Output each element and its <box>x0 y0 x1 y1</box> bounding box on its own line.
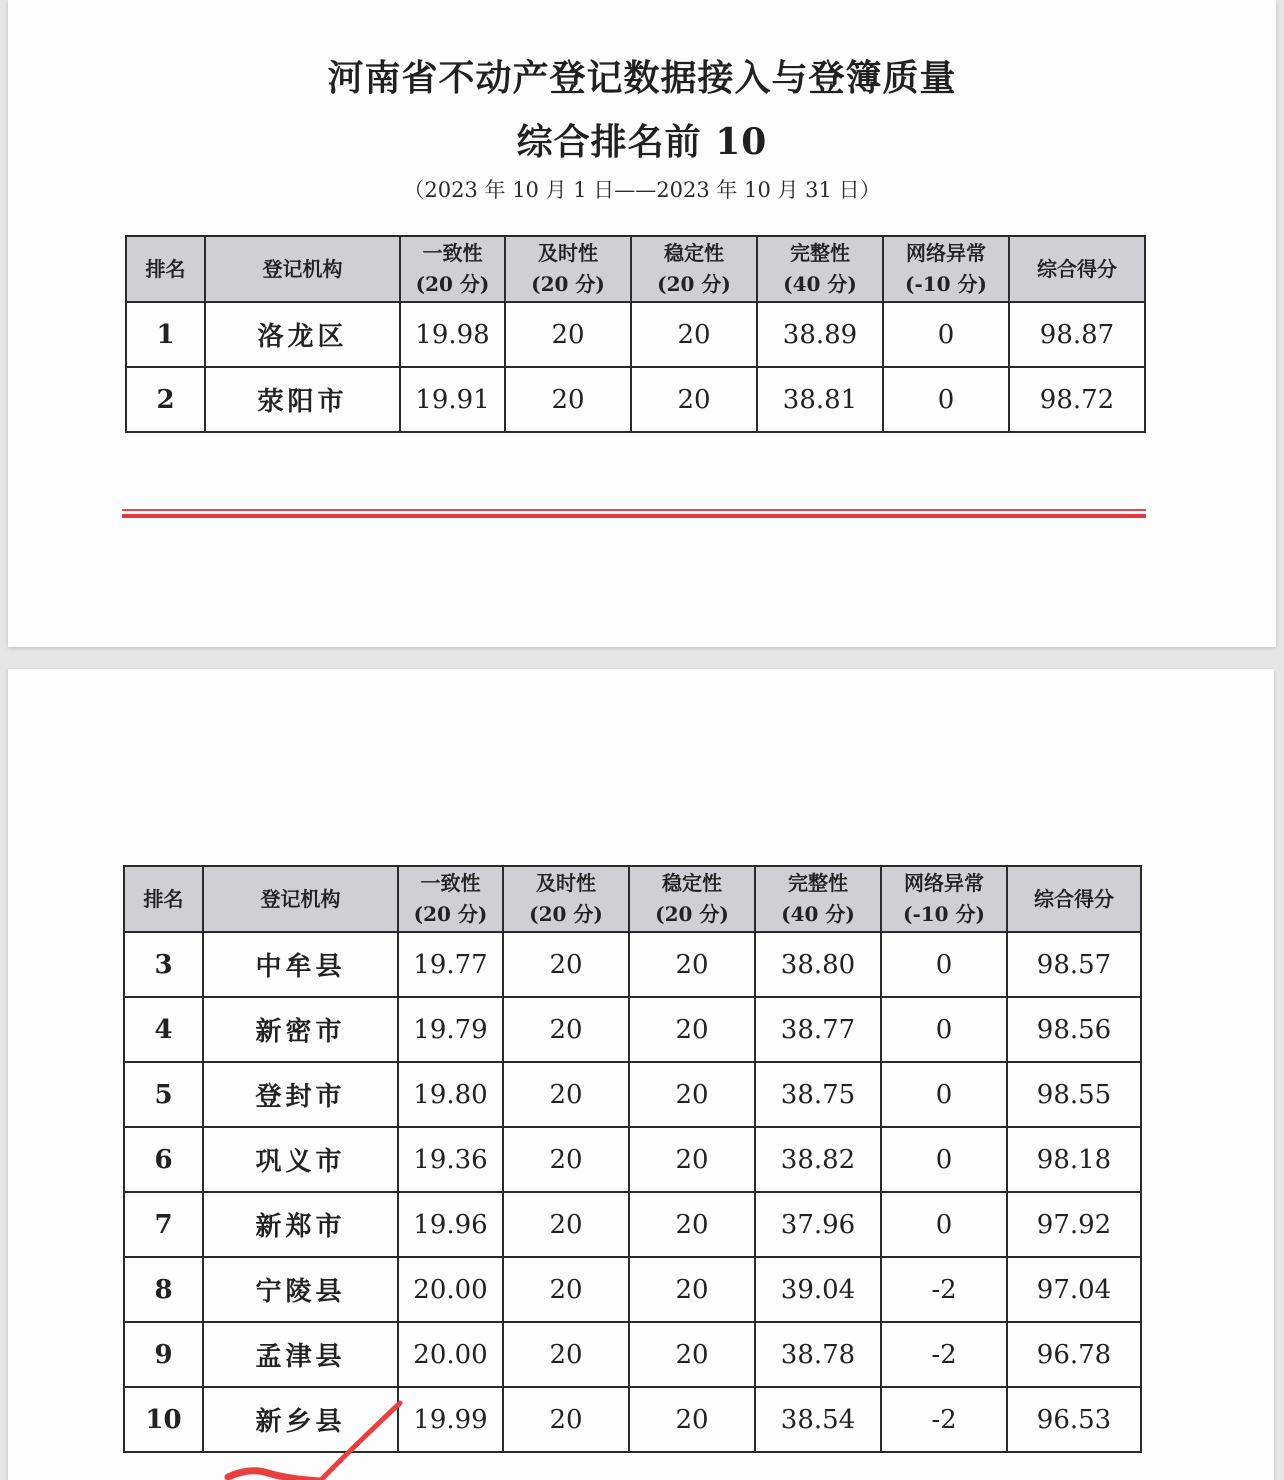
cell-org: 新乡县 <box>203 1387 398 1452</box>
document-subtitle: 综合排名前 10 <box>516 121 768 163</box>
cell-timeliness: 20 <box>503 1127 629 1192</box>
red-rule-divider <box>122 509 1146 519</box>
cell-stability: 20 <box>629 1192 755 1257</box>
cell-network: 0 <box>881 1192 1007 1257</box>
cell-stability: 20 <box>629 932 755 997</box>
cell-integrity: 37.96 <box>755 1192 881 1257</box>
header-consistency: 一致性 (20 分) <box>398 866 503 932</box>
cell-stability: 20 <box>629 1127 755 1192</box>
cell-total: 98.57 <box>1007 932 1141 997</box>
header-integrity: 完整性 (40 分) <box>757 236 883 302</box>
cell-org: 登封市 <box>203 1062 398 1127</box>
header-total: 综合得分 <box>1009 236 1145 302</box>
cell-stability: 20 <box>629 1257 755 1322</box>
header-timeliness: 及时性 (20 分) <box>505 236 631 302</box>
header-row <box>126 236 1145 302</box>
cell-org: 中牟县 <box>203 932 398 997</box>
header-stability: 稳定性 (20 分) <box>631 236 757 302</box>
cell-timeliness: 20 <box>503 1257 629 1322</box>
table-row <box>124 1192 1141 1257</box>
header-rank: 排名 <box>126 236 205 302</box>
cell-org: 新郑市 <box>203 1192 398 1257</box>
cell-rank: 3 <box>124 932 203 997</box>
cell-org: 洛龙区 <box>205 302 400 367</box>
cell-network: -2 <box>881 1387 1007 1452</box>
cell-integrity: 38.78 <box>755 1322 881 1387</box>
table-row <box>126 302 1145 367</box>
header-stability: 稳定性 (20 分) <box>629 866 755 932</box>
cell-org: 巩义市 <box>203 1127 398 1192</box>
cell-consistency: 19.98 <box>400 302 505 367</box>
cell-integrity: 39.04 <box>755 1257 881 1322</box>
cell-consistency: 19.77 <box>398 932 503 997</box>
table-row <box>124 1127 1141 1192</box>
table-row <box>124 1322 1141 1387</box>
cell-org: 新密市 <box>203 997 398 1062</box>
cell-timeliness: 20 <box>503 1387 629 1452</box>
cell-total: 98.18 <box>1007 1127 1141 1192</box>
cell-stability: 20 <box>629 1322 755 1387</box>
cell-total: 98.87 <box>1009 302 1145 367</box>
header-network: 网络异常 (-10 分) <box>881 866 1007 932</box>
table-row <box>124 1062 1141 1127</box>
header-rank: 排名 <box>124 866 203 932</box>
cell-network: 0 <box>881 932 1007 997</box>
cell-total: 98.72 <box>1009 367 1145 432</box>
cell-network: 0 <box>881 1062 1007 1127</box>
ranking-table-continued <box>123 865 1142 1453</box>
cell-consistency: 19.79 <box>398 997 503 1062</box>
cell-network: 0 <box>881 1127 1007 1192</box>
cell-integrity: 38.82 <box>755 1127 881 1192</box>
cell-stability: 20 <box>631 367 757 432</box>
cell-rank: 6 <box>124 1127 203 1192</box>
cell-timeliness: 20 <box>505 302 631 367</box>
cell-integrity: 38.80 <box>755 932 881 997</box>
cell-total: 97.04 <box>1007 1257 1141 1322</box>
cell-consistency: 19.96 <box>398 1192 503 1257</box>
cell-consistency: 19.36 <box>398 1127 503 1192</box>
cell-network: -2 <box>881 1257 1007 1322</box>
cell-timeliness: 20 <box>503 1192 629 1257</box>
header-org: 登记机构 <box>205 236 400 302</box>
header-timeliness: 及时性 (20 分) <box>503 866 629 932</box>
cell-stability: 20 <box>631 302 757 367</box>
cell-integrity: 38.81 <box>757 367 883 432</box>
cell-consistency: 19.91 <box>400 367 505 432</box>
cell-rank: 4 <box>124 997 203 1062</box>
header-row <box>124 866 1141 932</box>
cell-timeliness: 20 <box>503 1322 629 1387</box>
cell-network: 0 <box>881 997 1007 1062</box>
header-total: 综合得分 <box>1007 866 1141 932</box>
cell-integrity: 38.54 <box>755 1387 881 1452</box>
cell-rank: 7 <box>124 1192 203 1257</box>
cell-total: 96.53 <box>1007 1387 1141 1452</box>
cell-consistency: 19.80 <box>398 1062 503 1127</box>
cell-timeliness: 20 <box>505 367 631 432</box>
cell-org: 荥阳市 <box>205 367 400 432</box>
document-page-1 <box>8 0 1276 647</box>
cell-timeliness: 20 <box>503 1062 629 1127</box>
cell-rank: 1 <box>126 302 205 367</box>
cell-total: 98.55 <box>1007 1062 1141 1127</box>
cell-timeliness: 20 <box>503 932 629 997</box>
cell-stability: 20 <box>629 1387 755 1452</box>
cell-rank: 2 <box>126 367 205 432</box>
cell-rank: 9 <box>124 1322 203 1387</box>
cell-total: 97.92 <box>1007 1192 1141 1257</box>
cell-network: 0 <box>883 302 1009 367</box>
table-row <box>124 932 1141 997</box>
cell-stability: 20 <box>629 1062 755 1127</box>
cell-total: 96.78 <box>1007 1322 1141 1387</box>
document-title: 河南省不动产登记数据接入与登簿质量 <box>327 57 957 99</box>
cell-consistency: 19.99 <box>398 1387 503 1452</box>
date-range: （2023 年 10 月 1 日——2023 年 10 月 31 日） <box>403 178 881 202</box>
ranking-table-top <box>125 235 1146 433</box>
cell-network: 0 <box>883 367 1009 432</box>
cell-rank: 5 <box>124 1062 203 1127</box>
header-integrity: 完整性 (40 分) <box>755 866 881 932</box>
cell-org: 宁陵县 <box>203 1257 398 1322</box>
cell-integrity: 38.89 <box>757 302 883 367</box>
table-row <box>124 997 1141 1062</box>
cell-consistency: 20.00 <box>398 1322 503 1387</box>
cell-stability: 20 <box>629 997 755 1062</box>
cell-timeliness: 20 <box>503 997 629 1062</box>
cell-rank: 10 <box>124 1387 203 1452</box>
cell-integrity: 38.75 <box>755 1062 881 1127</box>
header-consistency: 一致性 (20 分) <box>400 236 505 302</box>
cell-network: -2 <box>881 1322 1007 1387</box>
check-mark-icon <box>210 1395 410 1480</box>
header-network: 网络异常 (-10 分) <box>883 236 1009 302</box>
document-page-2 <box>8 669 1274 1480</box>
cell-consistency: 20.00 <box>398 1257 503 1322</box>
table-row <box>124 1257 1141 1322</box>
cell-total: 98.56 <box>1007 997 1141 1062</box>
cell-integrity: 38.77 <box>755 997 881 1062</box>
header-org: 登记机构 <box>203 866 398 932</box>
cell-rank: 8 <box>124 1257 203 1322</box>
table-row <box>126 367 1145 432</box>
cell-org: 孟津县 <box>203 1322 398 1387</box>
